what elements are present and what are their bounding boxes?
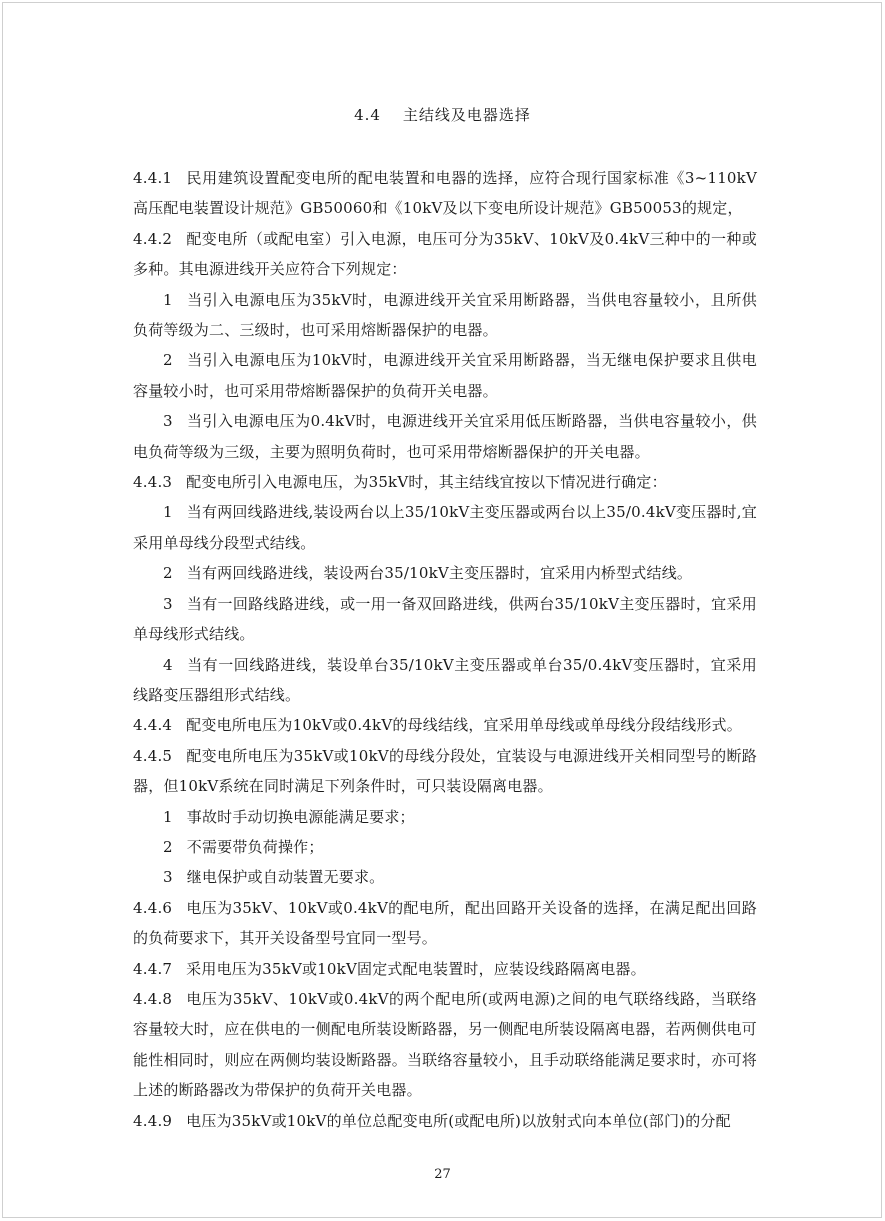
list-item (133, 589, 757, 650)
document-body (133, 163, 757, 1136)
paragraph-text: 当引入电源电压为10kV时，电源进线开关宜采用断路器，当无继电保护要求且供电容量较小时，也可采用带熔断器保护的负荷开关电器。 (133, 351, 757, 400)
paragraph-text: 当有两回线路进线，装设两台35/10kV主变压器时，宜采用内桥型式结线。 (186, 564, 693, 583)
paragraph-text: 当有两回线路进线,装设两台以上35/10kV主变压器或两台以上35/0.4kV变压器时,宜采用单母线分段型式结线。 (133, 503, 757, 552)
clause-number: 4.4.7 (133, 959, 173, 978)
clause-paragraph (133, 163, 757, 224)
item-number: 1 (163, 503, 173, 522)
section-number: 4.4 (354, 106, 381, 124)
clause-paragraph (133, 1106, 757, 1136)
paragraph-text: 继电保护或自动装置无要求。 (186, 868, 385, 887)
item-number: 4 (163, 655, 173, 674)
list-item (133, 832, 757, 862)
clause-number: 4.4.1 (133, 169, 173, 187)
list-item (133, 345, 757, 406)
clause-number: 4.4.8 (133, 989, 173, 1008)
clause-paragraph (133, 710, 757, 740)
clause-number: 4.4.3 (133, 473, 173, 492)
item-number: 3 (163, 412, 173, 431)
paragraph-text: 当引入电源电压为35kV时，电源进线开关宜采用断路器，当供电容量较小，且所供负荷等级为二、三级时，也可采用熔断器保护的电器。 (133, 290, 757, 340)
list-item (133, 862, 757, 892)
paragraph-text: 当有一回路线路进线，或一用一备双回路进线，供两台35/10kV主变压器时，宜采用单母线形式结线。 (133, 594, 757, 644)
paragraph-text: 当引入电源电压为0.4kV时，电源进线开关宜采用低压断路器，当供电容量较小，供电负荷等级为三级，主要为照明负荷时，也可采用带熔断器保护的开关电器。 (133, 412, 757, 461)
clause-paragraph (133, 893, 757, 954)
list-item (133, 497, 757, 558)
list-item (133, 802, 757, 832)
list-item (133, 650, 757, 711)
list-item (133, 285, 757, 346)
paragraph-text: 配变电所电压为10kV或0.4kV的母线结线，宜采用单母线或单母线分段结线形式。 (186, 716, 742, 735)
clause-paragraph (133, 741, 757, 802)
item-number: 3 (163, 868, 173, 887)
item-number: 2 (163, 837, 173, 856)
clause-number: 4.4.2 (133, 229, 173, 248)
paragraph-text: 配变电所电压为35kV或10kV的母线分段处，宜装设与电源进线开关相同型号的断路器，但10kV系统在同时满足下列条件时，可只装设隔离电器。 (133, 746, 757, 796)
paragraph-text: 配变电所引入电源电压，为35kV时，其主结线宜按以下情况进行确定： (186, 473, 667, 492)
item-number: 2 (163, 564, 173, 583)
item-number: 2 (163, 351, 173, 370)
clause-number: 4.4.4 (133, 716, 173, 735)
paragraph-text: 配变电所（或配电室）引入电源，电压可分为35kV、10kV及0.4kV三种中的一种或多种。其电源进线开关应符合下列规定： (133, 229, 757, 279)
clause-paragraph (133, 224, 757, 285)
paragraph-text: 民用建筑设置配变电所的配电装置和电器的选择，应符合现行国家标准《3~110kV高压配电装置设计规范》GB50060和《10kV及以下变电所设计规范》GB50053的规定， (133, 169, 757, 218)
paragraph-text: 当有一回线路进线，装设单台35/10kV主变压器或单台35/0.4kV变压器时，宜采用线路变压器组形式结线。 (133, 655, 757, 704)
page-number: 27 (434, 1167, 451, 1182)
paragraph-text: 事故时手动切换电源能满足要求； (186, 807, 415, 826)
list-item (133, 406, 757, 467)
clause-paragraph (133, 984, 757, 1106)
paragraph-text: 电压为35kV、10kV或0.4kV的配电所，配出回路开关设备的选择，在满足配出回路的负荷要求下，其开关设备型号宜同一型号。 (133, 898, 757, 948)
item-number: 1 (163, 807, 173, 826)
clause-number: 4.4.9 (133, 1111, 173, 1130)
clause-number: 4.4.5 (133, 746, 173, 765)
section-heading (0, 104, 885, 125)
item-number: 3 (163, 594, 173, 613)
paragraph-text: 不需要带负荷操作； (186, 837, 324, 856)
clause-paragraph (133, 954, 757, 984)
paragraph-text: 电压为35kV、10kV或0.4kV的两个配电所(或两电源)之间的电气联络线路，当联络容量较大时，应在供电的一侧配电所装设断路器，另一侧配电所装设隔离电器，若两侧供电可能性相同时，则应在两侧均装设断路器。当联络容量较小，且手动联络能满足要求时，亦可将上述的断路器改为带保护的负荷开关电器。 (133, 989, 757, 1100)
paragraph-text: 电压为35kV或10kV的单位总配变电所(或配电所)以放射式向本单位(部门)的分配 (186, 1111, 731, 1130)
paragraph-text: 采用电压为35kV或10kV固定式配电装置时，应装设线路隔离电器。 (186, 959, 646, 978)
list-item (133, 558, 757, 588)
clause-paragraph (133, 467, 757, 497)
section-title: 主结线及电器选择 (402, 106, 531, 124)
item-number: 1 (163, 290, 173, 309)
clause-number: 4.4.6 (133, 898, 173, 917)
